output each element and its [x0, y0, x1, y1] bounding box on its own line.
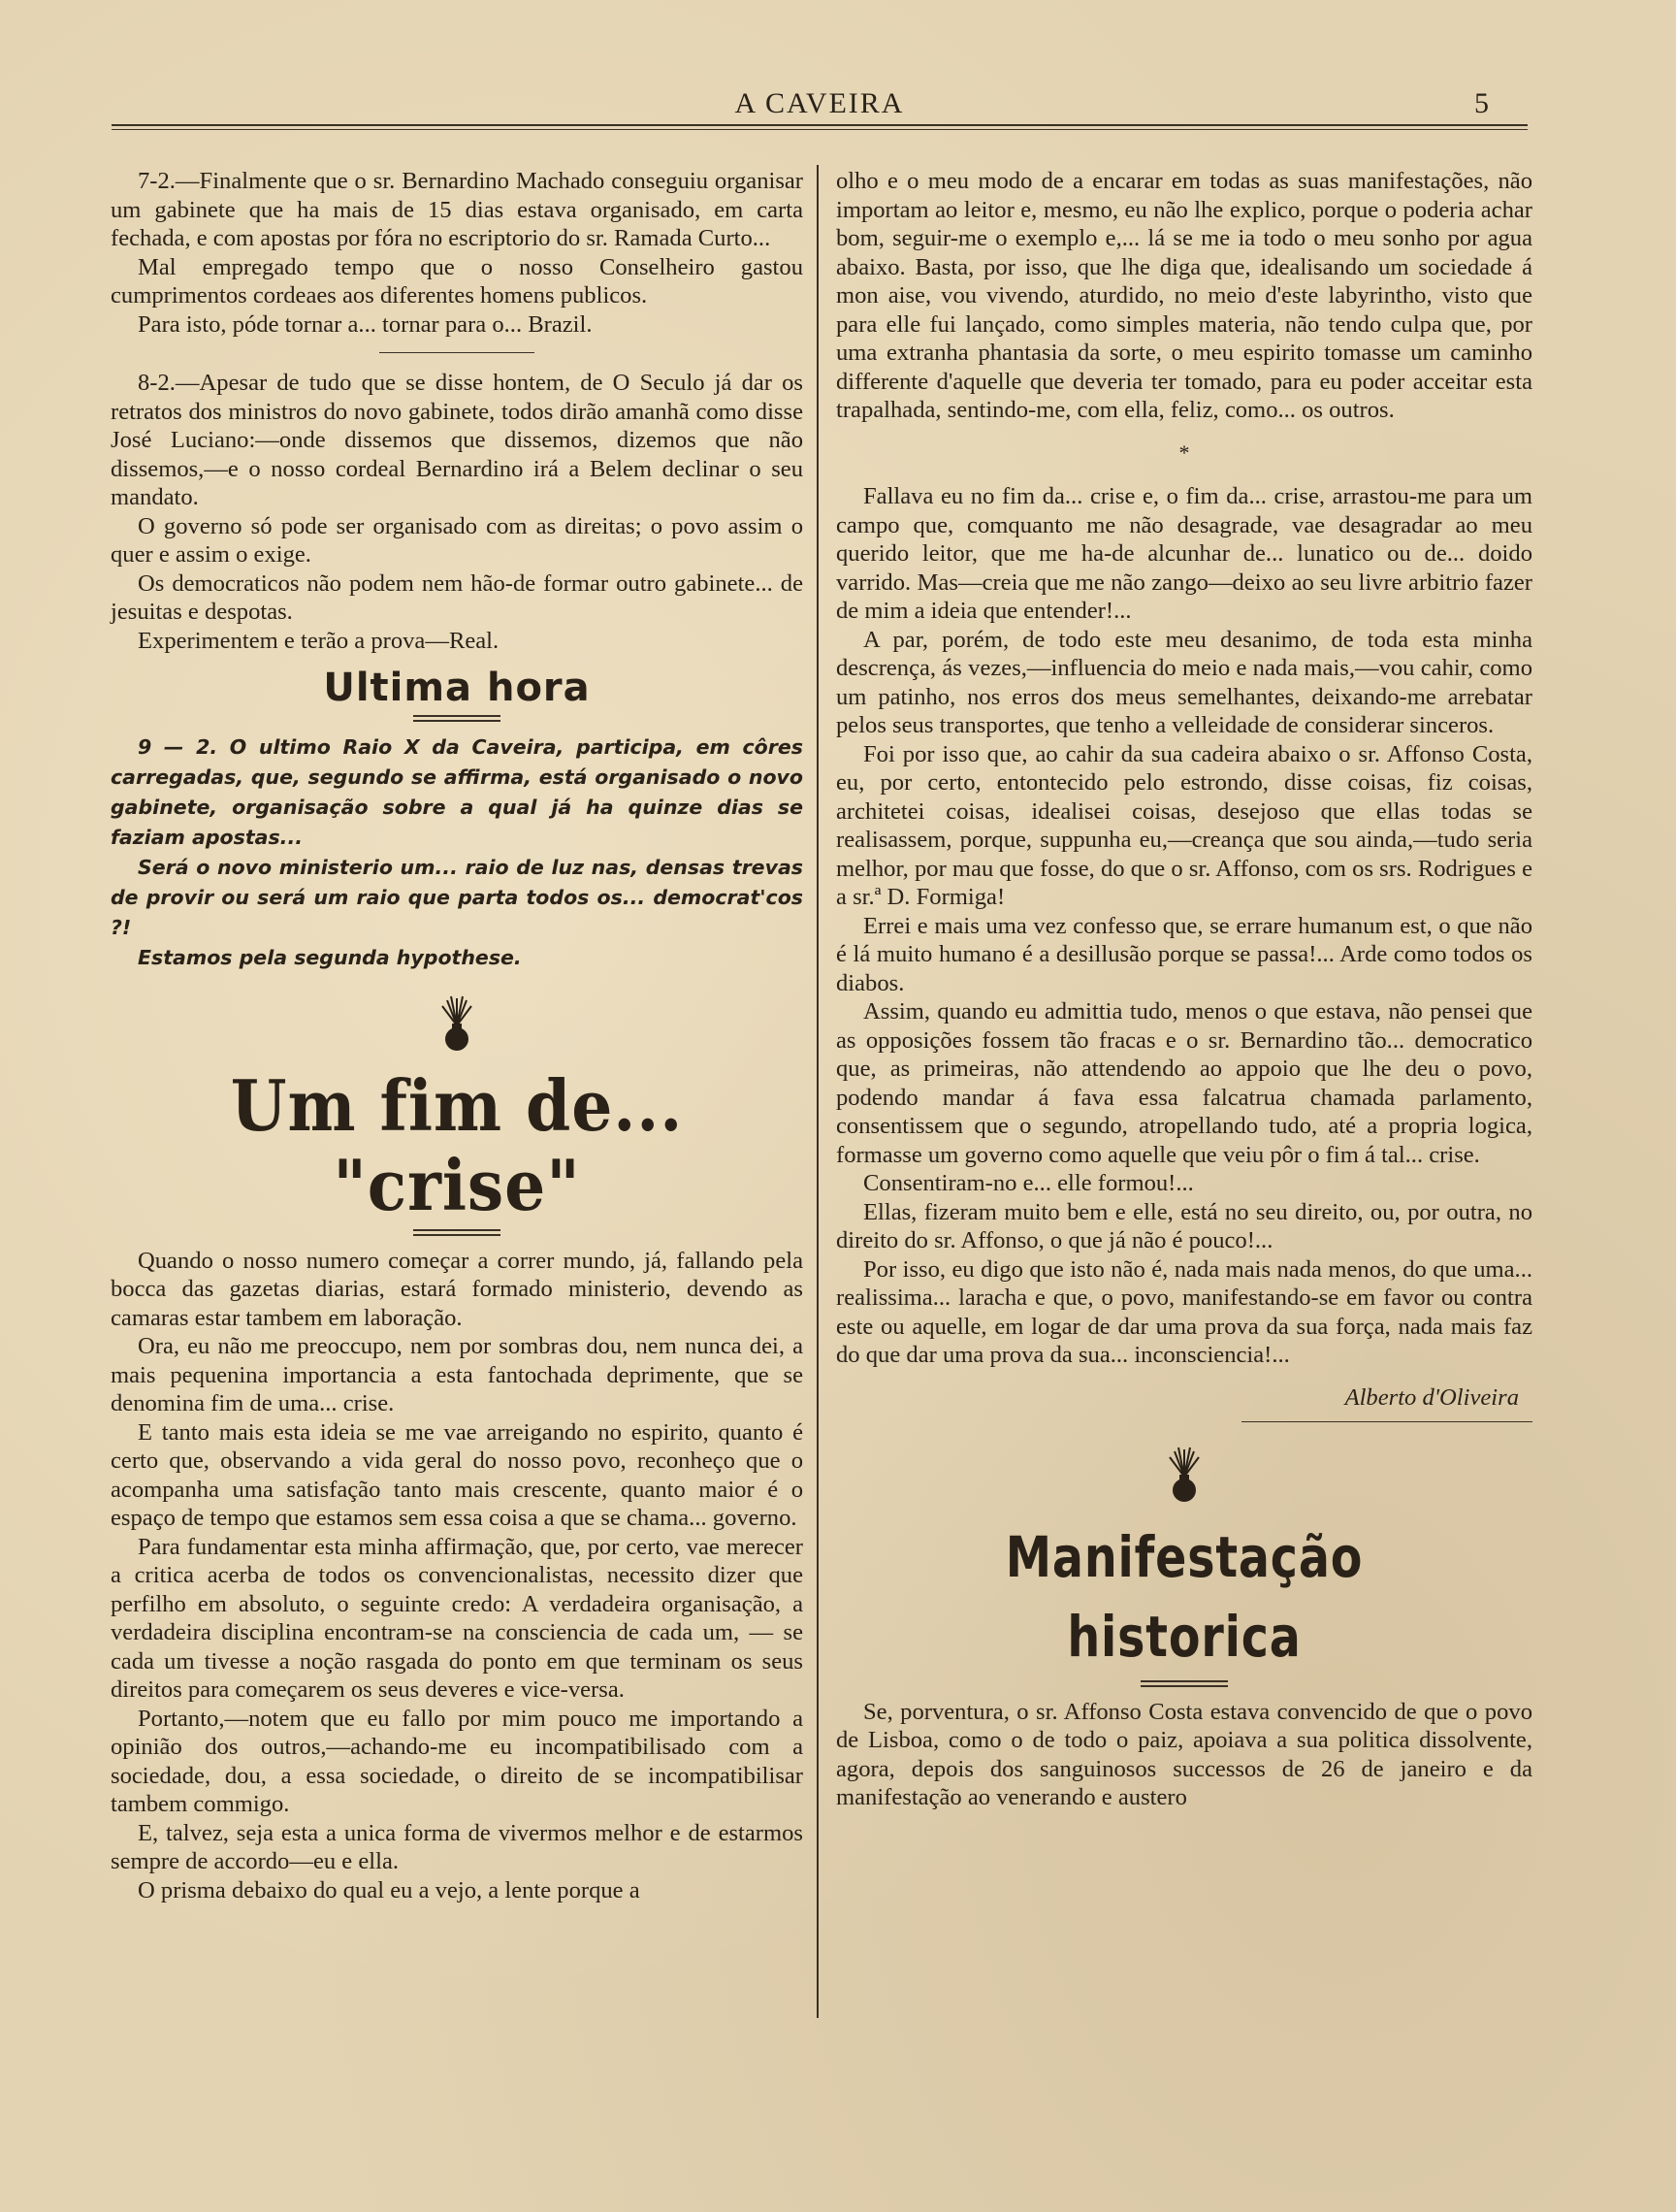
article-paragraph: Errei e mais uma vez confesso que, se errare humanum est, o que não é lá muito humano é a desillusão porque se passa!... Arde como todos os diabos.: [836, 912, 1532, 996]
separator-rule: [379, 352, 534, 353]
article-paragraph: Por isso, eu digo que isto não é, nada mais nada menos, do que uma... realissima... laracha e que, o povo, manifestando-se em favor ou contra este ou aquelle, em logar de dar uma prova da sua força, nada mais faz do que dar uma prova da sua... inconsciencia!...: [836, 1255, 1532, 1368]
article-paragraph: Para fundamentar esta minha affirmação, que, por certo, vae merecer a critica acerba de todos os convencionalistas, necessito dizer que perfilho em absoluto, o seguinte credo: A verdadeira organisação, a verdadeira disciplina encontram-se na consciencia de cada um, — se cada um tivesse a noção rasgada do ponto em que terminam os seus direitos para começarem os seus deveres e vice-versa.: [111, 1533, 803, 1703]
article-paragraph: O prisma debaixo do qual eu a vejo, a lente porque a: [138, 1876, 640, 1903]
note-paragraph: 7-2.—Finalmente que o sr. Bernardino Machado conseguiu organisar um gabinete que ha mais de 15 dias estava organisado, em carta fechada, e com apostas por fóra no escriptorio do sr. Ramada Curto...: [111, 168, 803, 251]
column-divider: [817, 165, 819, 2018]
grenade-ornament: [111, 992, 803, 1060]
right-column: [836, 167, 1532, 1812]
ultima-hora-heading: Ultima hora: [323, 666, 591, 710]
manifest-title: Manifestação historica: [1005, 1523, 1364, 1670]
asterisk-separator: *: [1178, 439, 1190, 465]
article-paragraph: Ellas, fizeram muito bem e elle, está no seu direito, ou, por outra, no direito do sr. Affonso, o que já não é pouco!...: [836, 1198, 1532, 1253]
header-rule: [112, 124, 1528, 126]
ultima-hora-paragraph: Estamos pela segunda hypothese.: [138, 946, 522, 969]
article-paragraph: Foi por isso que, ao cahir da sua cadeira abaixo o sr. Affonso Costa, eu, por certo, entontecido pelo estrondo, disse coisas, fiz coisas, architetei coisas, idealisei coisas, desejoso que ellas todas se realisassem, porque, suppunha eu,—creança que sou ainda,—tudo seria melhor, por mau que fosse, do que o sr. Affonso, com os srs. Rodrigues e a sr.ª D. Formiga!: [836, 740, 1532, 910]
article-paragraph: Quando o nosso numero começar a correr mundo, já, fallando pela bocca das gazetas diarias, estará formado ministerio, devendo as camaras estar tambem em laboração.: [111, 1247, 803, 1331]
note-paragraph: 8-2.—Apesar de tudo que se disse hontem, de O Seculo já dar os retratos dos ministros do novo gabinete, todos dirão amanhã como disse José Luciano:—onde dissemos que dissemos, dizemos que não dissemos,—e o nosso cordeal Bernardino irá a Belem declinar o seu mandato.: [111, 370, 803, 510]
article-paragraph: Consentiram-no e... elle formou!...: [863, 1170, 1194, 1196]
note-paragraph: Os democraticos não podem nem hão-de formar outro gabinete... de jesuitas e despotas.: [111, 569, 803, 625]
ultima-hora-paragraph: 9 — 2. O ultimo Raio X da Caveira, participa, em côres carregadas, que, segundo se affirma, está organisado o novo gabinete, organisação sobre a qual já ha quinze dias se faziam apostas...: [111, 735, 803, 849]
header-rule-thin: [112, 129, 1528, 130]
article-paragraph: Se, porventura, o sr. Affonso Costa estava convencido de que o povo de Lisboa, como o de todo o paiz, apoiava a sua politica dissolvente, agora, depois dos sanguinosos successos de 26 de janeiro e da manifestação ao venerando e austero: [836, 1698, 1532, 1810]
page-number: 5: [1474, 87, 1489, 119]
article-paragraph: A par, porém, de todo este meu desanimo, de toda esta minha descrença, ás vezes,—influencia do meio e nada mais,—vou cahir, como um patinho, nos erros dos meus semelhantes, deixando-me arrebatar pelos seus transportes, que tenho a velleidade de considerar sinceros.: [836, 626, 1532, 738]
article-paragraph: olho e o meu modo de a encarar em todas as suas manifestações, não importam ao leitor e, mesmo, eu não lhe explico, porque o poderia achar bom, seguir-me o exemplo e,... lá se me ia todo o meu sonho por agua abaixo. Basta, por isso, que lhe diga que, idealisando um sociedade á mon aise, vou vivendo, aturdido, no meio d'este labyrintho, visto que para elle fui lançado, como simples materia, não tendo culpa que, por uma extranha phantasia da sorte, o meu espirito tomasse um caminho differente d'aquelle que deveria ter tomado, para eu poder acceitar esta trapalhada, sentindo-me, com ella, feliz, como... os outros.: [836, 168, 1532, 423]
grenade-ornament: [836, 1444, 1532, 1512]
article-paragraph: Portanto,—notem que eu fallo por mim pouco me importando a opinião dos outros,—achando-me eu incompatibilisado com a sociedade, dou, a essa sociedade, o direito de se incompatibilisar tambem commigo.: [111, 1705, 803, 1817]
left-column: [111, 167, 803, 1904]
article-paragraph: E, talvez, seja esta a unica forma de vivermos melhor e de estarmos sempre de accordo—eu e ella.: [111, 1819, 803, 1874]
ultima-hora-body: [111, 732, 803, 973]
signature-rule: [1241, 1421, 1532, 1422]
note-paragraph: Para isto, póde tornar a... tornar para o... Brazil.: [138, 310, 593, 338]
ornamental-rule: [1141, 1678, 1228, 1688]
newspaper-title: A CAVEIRA: [734, 87, 905, 119]
article-title: Um fim de... "crise": [230, 1063, 684, 1226]
article-paragraph: E tanto mais esta ideia se me vae arreigando no espirito, quanto é certo que, observando a vida geral do nosso povo, reconheço que o acompanha uma satisfação tanto mais crescente, quanto maior é o espaço de tempo que estamos sem essa coisa a que se chama... governo.: [111, 1418, 803, 1531]
article-paragraph: Assim, quando eu admittia tudo, menos o que estava, não pensei que as opposições fossem tão fracas e o sr. Bernardino tão... democratico que, as primeiras, não attendendo ao appoio que lhe deu o povo, podendo mandar á fava essa falcatrua chamada parlamento, consentissem que o segundo, atropellando tudo, até a propria logica, formasse um governo como aquelle que veiu pôr o fim á tal... crise.: [836, 998, 1532, 1168]
ornamental-rule: [413, 1227, 500, 1237]
author-signature: Alberto d'Oliveira: [1344, 1383, 1519, 1411]
article-paragraph: Fallava eu no fim da... crise e, o fim da... crise, arrastou-me para um campo que, comquanto me não desagrade, vae desagradar ao meu querido leitor, que me ha-de alcunhar de... lunatico ou de... doido varrido. Mas—creia que me não zango—deixo ao seu livre arbitrio fazer de mim a ideia que entender!...: [836, 483, 1532, 624]
grenade-icon: [1165, 1444, 1204, 1504]
note-paragraph: O governo só pode ser organisado com as direitas; o povo assim o quer e assim o exige.: [111, 512, 803, 568]
article-paragraph: Ora, eu não me preoccupo, nem por sombras dou, nem nunca dei, a mais pequenina importancia a esta fantochada deprimente, que se denomina fim de uma... crise.: [111, 1333, 803, 1416]
ornamental-rule: [413, 713, 500, 723]
note-paragraph: Mal empregado tempo que o nosso Conselheiro gastou cumprimentos cordeaes aos diferentes homens publicos.: [111, 253, 803, 309]
ultima-hora-paragraph: Será o novo ministerio um... raio de luz nas, densas trevas de provir ou será um raio que parta todos os... democrat'cos ?!: [111, 856, 803, 939]
page-header: [112, 87, 1528, 132]
note-paragraph: Experimentem e terão a prova—Real.: [138, 627, 500, 654]
grenade-icon: [437, 992, 476, 1053]
